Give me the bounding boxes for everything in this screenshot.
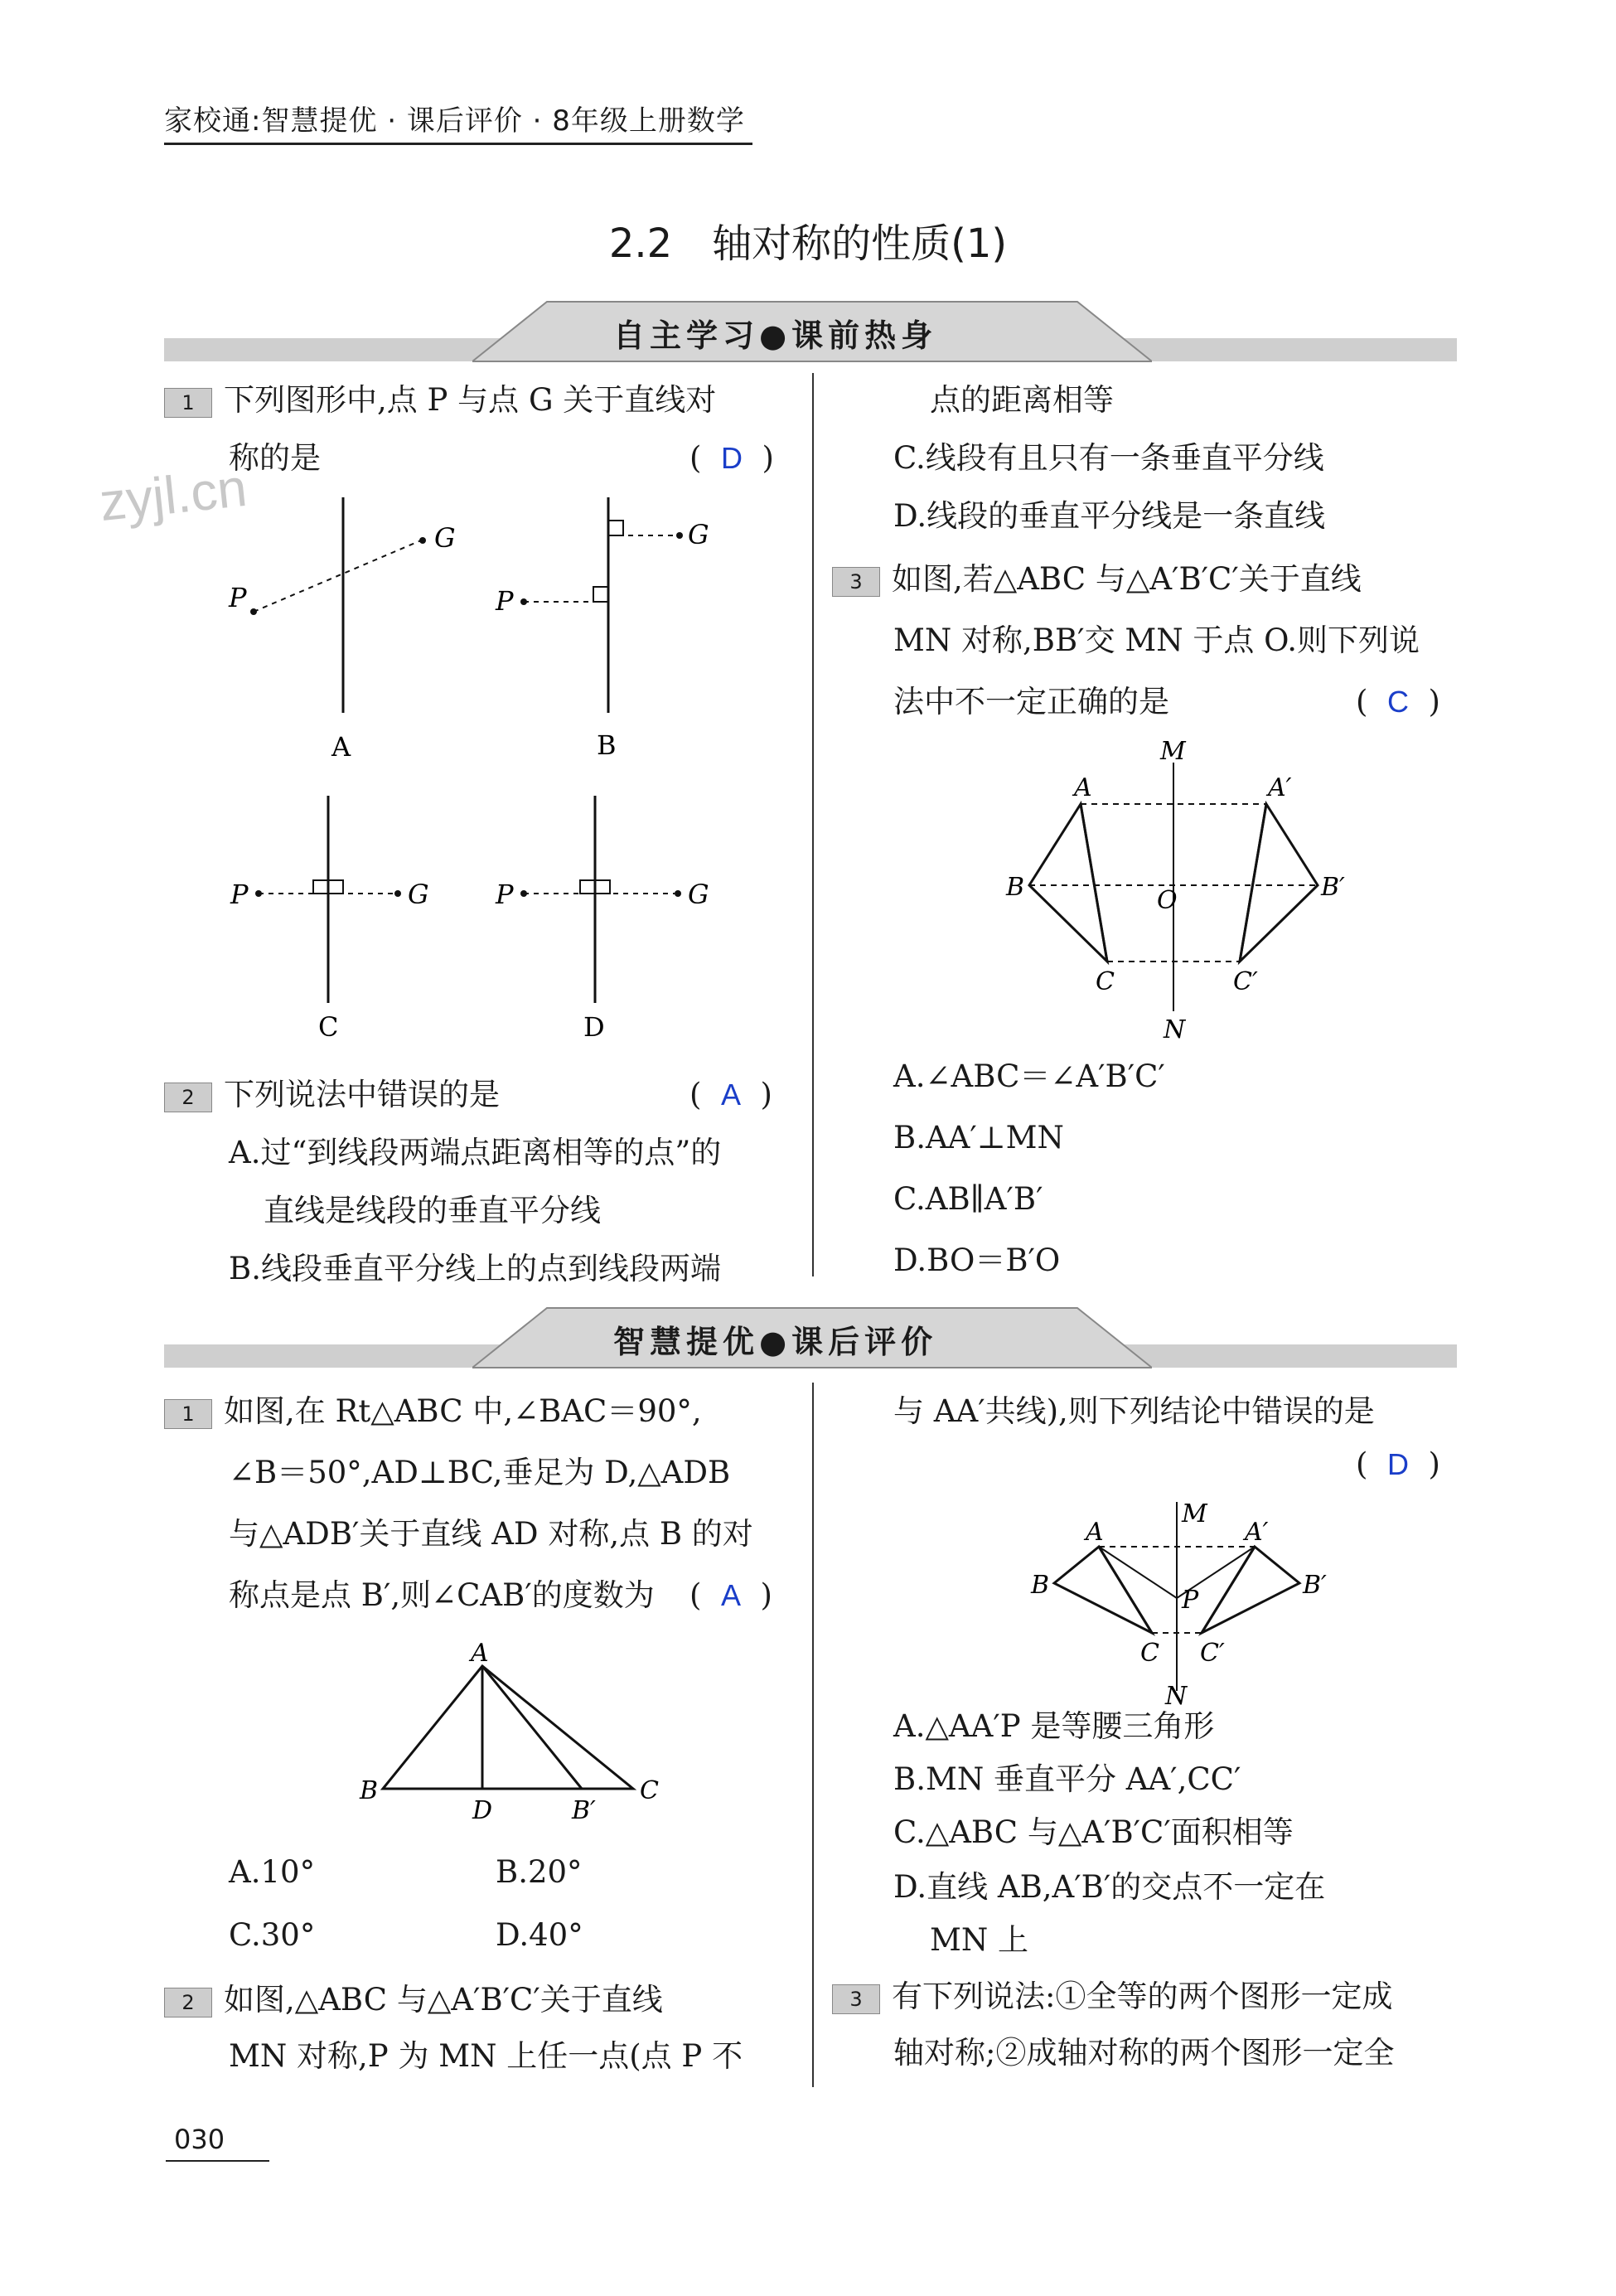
label-P: P (229, 582, 247, 613)
question-number: 3 (832, 1984, 880, 2014)
figure-label: A (1074, 773, 1092, 802)
figure-label: P (496, 585, 514, 617)
pre-q3-optD: D.BO＝B′O (893, 1242, 1061, 1278)
post-q2-optB: B.MN 垂直平分 AA′,CC′ (893, 1761, 1241, 1797)
figure-label: G (688, 879, 709, 910)
figure-label: A′ (1245, 1518, 1269, 1547)
column-divider-1 (812, 373, 814, 1276)
figure-label: B′ (1321, 873, 1345, 902)
pre-q1-answer: ( D ) (689, 440, 774, 476)
pre-q3-optC: C.AB∥A′B′ (893, 1181, 1043, 1217)
pre-q3-line3: 法中不一定正确的是 (893, 684, 1169, 719)
figure-label: B′ (572, 1796, 596, 1825)
question-number: 3 (832, 567, 880, 597)
post-q3-line1: 3 有下列说法:①全等的两个图形一定成 (832, 1966, 1392, 2027)
post-q2-optA: A.△AA′P 是等腰三角形 (893, 1708, 1215, 1744)
column-divider-2 (812, 1383, 814, 2087)
figure-label: M (1160, 738, 1186, 766)
choice-B: B (597, 729, 617, 761)
band-label-2: 智慧提优●课后评价 (613, 1324, 938, 1360)
figure-label: G (408, 879, 429, 910)
post-q1-line4: 称点是点 B′,则∠CAB′的度数为 (229, 1577, 655, 1613)
post-q1-line3: 与△ADB′关于直线 AD 对称,点 B 的对 (229, 1516, 753, 1552)
figure-label: C′ (1200, 1639, 1225, 1668)
figure-label: P (1182, 1586, 1199, 1615)
pre-q2-optB-line1: B.线段垂直平分线上的点到线段两端 (229, 1251, 721, 1286)
figure-label: B′ (1303, 1571, 1327, 1600)
post-q2-optD-line1: D.直线 AB,A′B′的交点不一定在 (893, 1869, 1326, 1905)
post-q3-line2: 轴对称;②成轴对称的两个图形一定全 (893, 2035, 1395, 2071)
post-q2-optD-line2: MN 上 (930, 1922, 1029, 1958)
post-q1-optC: C.30° (229, 1917, 316, 1953)
pre-q2-optA-line2: 直线是线段的垂直平分线 (264, 1193, 601, 1228)
choice-C: C (318, 1011, 339, 1043)
pre-q3-line2: MN 对称,BB′交 MN 于点 O.则下列说 (893, 622, 1420, 658)
post-q2-line3: 与 AA′共线),则下列结论中错误的是 (893, 1393, 1375, 1429)
section-title: 2.2 轴对称的性质(1) (608, 220, 1008, 267)
pre-q2-optC: C.线段有且只有一条垂直平分线 (893, 440, 1324, 476)
figure-label: C′ (1233, 967, 1258, 996)
post-q2-answer: ( D ) (1356, 1446, 1440, 1482)
post-q1-line2: ∠B＝50°,AD⊥BC,垂足为 D,△ADB (229, 1455, 731, 1490)
post-q2-optC: C.△ABC 与△A′B′C′面积相等 (893, 1814, 1294, 1850)
choice-A: A (331, 731, 351, 763)
figure-label: B (1006, 873, 1025, 902)
running-header: 家校通:智慧提优 · 课后评价 · 8年级上册数学 (164, 104, 745, 138)
watermark: zyjl.cn (96, 457, 250, 533)
pre-q2-answer: ( A ) (689, 1077, 772, 1112)
figure-label: P (230, 879, 249, 910)
figure-label: N (1165, 1682, 1188, 1707)
post-q1-answer: ( A ) (689, 1577, 772, 1613)
choice-D: D (583, 1011, 605, 1043)
pre-q2-optA-line1: A.过“到线段两端点距离相等的点”的 (229, 1135, 722, 1170)
figure-label: A (471, 1641, 489, 1668)
question-number: 2 (164, 1083, 212, 1112)
post-q1-optB: B.20° (496, 1854, 583, 1890)
pre-q1-figure (199, 481, 779, 1061)
figure-label: C (1096, 967, 1115, 996)
pre-q1-line2: 称的是 (229, 440, 321, 476)
pre-q3-optB: B.AA′⊥MN (893, 1120, 1064, 1155)
page-number-rule (166, 2160, 269, 2162)
pre-q2-stem: 2 下列说法中错误的是 (164, 1064, 500, 1126)
figure-label: M (1182, 1499, 1207, 1528)
pre-q3-figure (994, 738, 1376, 1044)
pre-q3-answer: ( C ) (1356, 684, 1440, 719)
figure-label: O (1157, 886, 1178, 915)
label-G: G (434, 522, 456, 554)
header-rule (164, 143, 752, 145)
figure-label: P (496, 879, 514, 910)
question-number: 1 (164, 1399, 212, 1429)
figure-label: A (1086, 1518, 1104, 1547)
pre-q3-line1: 3 如图,若△ABC 与△A′B′C′关于直线 (832, 549, 1362, 610)
post-q1-optD: D.40° (496, 1917, 583, 1953)
post-q1-optA: A.10° (229, 1854, 316, 1890)
pre-q3-optA: A.∠ABC＝∠A′B′C′ (893, 1058, 1165, 1094)
question-number: 1 (164, 388, 212, 418)
post-q2-figure (1019, 1492, 1351, 1707)
figure-label: C (1140, 1639, 1159, 1668)
post-q2-line2: MN 对称,P 为 MN 上任一点(点 P 不 (229, 2038, 743, 2074)
post-q2-line1: 2 如图,△ABC 与△A′B′C′关于直线 (164, 1969, 663, 2031)
figure-label: N (1164, 1015, 1186, 1044)
figure-label: D (472, 1796, 493, 1825)
figure-label: B (1031, 1571, 1050, 1600)
post-q1-line1: 1 如图,在 Rt△ABC 中,∠BAC＝90°, (164, 1381, 702, 1442)
post-q1-figure (348, 1641, 680, 1832)
pre-q2-optD: D.线段的垂直平分线是一条直线 (893, 498, 1326, 534)
pre-q2-optB-line2: 点的距离相等 (930, 382, 1114, 418)
figure-label: B (360, 1776, 379, 1805)
figure-label: G (688, 519, 709, 550)
pre-q1-line1: 1 下列图形中,点 P 与点 G 关于直线对 (164, 370, 716, 431)
page-number: 030 (174, 2124, 225, 2155)
band-label-1: 自主学习●课前热身 (613, 317, 938, 354)
figure-label: C (640, 1776, 659, 1805)
question-number: 2 (164, 1988, 212, 2017)
figure-label: A′ (1268, 773, 1292, 802)
